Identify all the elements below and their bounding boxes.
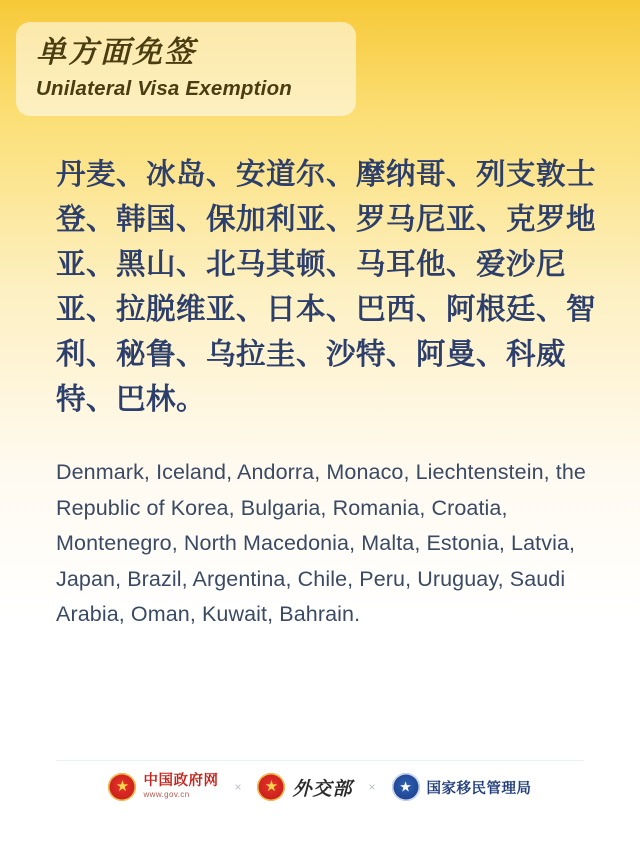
footer-brands	[0, 767, 640, 807]
brand-gov-cn-url: www.gov.cn	[143, 790, 190, 800]
brand-nia	[392, 773, 532, 801]
brand-gov-cn	[108, 773, 218, 801]
national-emblem-icon	[108, 773, 136, 801]
country-list-chinese: 丹麦、冰岛、安道尔、摩纳哥、列支敦士登、韩国、保加利亚、罗马尼亚、克罗地亚、黑山、北马其顿、马耳他、爱沙尼亚、拉脱维亚、日本、巴西、阿根廷、智利、秘鲁、乌拉圭、沙特、阿曼、科威特、巴林。	[56, 158, 597, 416]
immigration-badge-icon	[392, 773, 420, 801]
brand-nia-name: 国家移民管理局	[426, 780, 532, 797]
brand-mfa-name: 外交部	[292, 778, 353, 800]
page-title-english: Unilateral Visa Exemption	[36, 76, 293, 100]
footer-divider	[56, 760, 584, 761]
brand-gov-cn-name: 中国政府网	[143, 773, 219, 790]
brand-gov-cn-text	[143, 774, 218, 800]
page-title-chinese: 单方面免签	[36, 36, 196, 69]
country-list-english: Denmark, Iceland, Andorra, Monaco, Liechtenstein, the Republic of Korea, Bulgaria, Romania, Croatia, Montenegro, North Macedonia, Malta, Estonia, Latvia, Japan, Brazil, Argentina, Chile, Peru, Uruguay, Saudi Arabia, Oman, Kuwait, Bahrain.	[56, 460, 586, 626]
header-badge	[16, 22, 356, 116]
national-emblem-icon	[257, 773, 285, 801]
brand-mfa	[257, 773, 352, 801]
brand-separator-2: ×	[368, 780, 376, 794]
brand-separator-1: ×	[234, 780, 242, 794]
